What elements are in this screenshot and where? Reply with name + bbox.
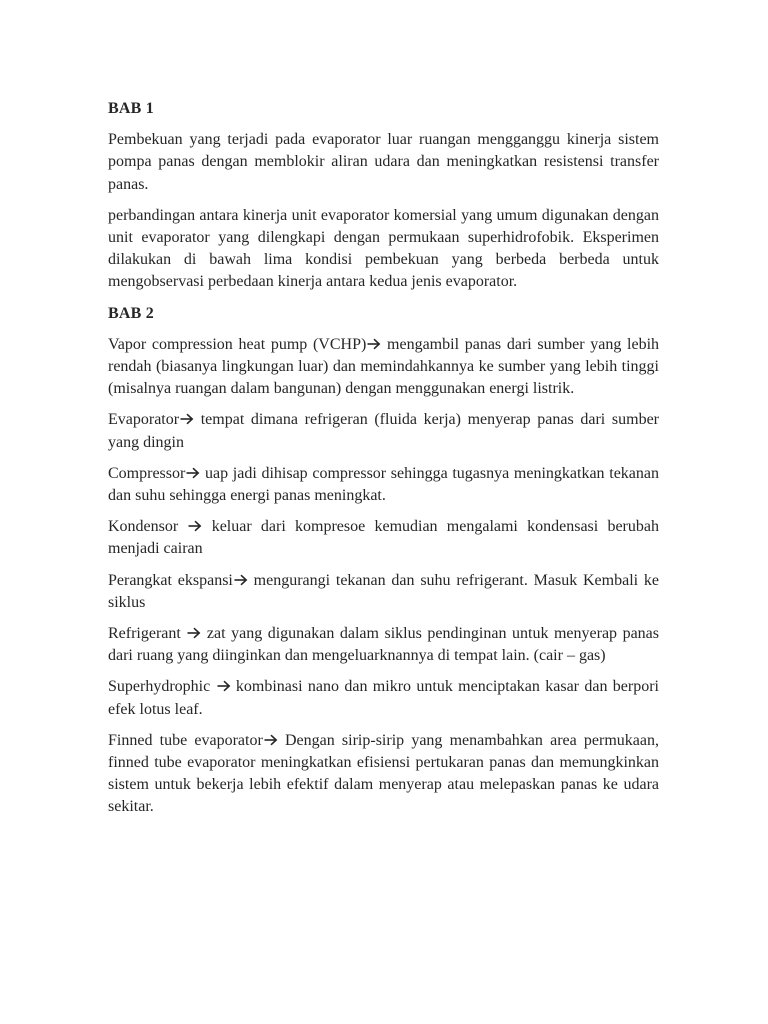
definition-finned-tube-evaporator xyxy=(108,730,659,819)
definition-term: Compressor xyxy=(108,464,186,482)
definition-text: uap jadi dihisap compressor sehingga tugasnya meningkatkan tekanan dan suhu sehingga energi panas meningkat. xyxy=(108,464,659,505)
right-arrow-icon xyxy=(187,627,201,639)
document-page xyxy=(108,98,659,828)
right-arrow-icon xyxy=(264,734,278,746)
definition-text: Dengan sirip-sirip yang menambahkan area permukaan, finned tube evaporator meningkatkan efisiensi pertukaran panas dan memungkinkan sistem untuk bekerja lebih efektif dalam menyerap atau melepaskan panas ke udara sekitar. xyxy=(108,731,659,816)
right-arrow-icon xyxy=(188,520,202,532)
definition-text: mengambil panas dari sumber yang lebih rendah (biasanya lingkungan luar) dan memindahkannya ke sumber yang lebih tinggi (misalnya ruangan dalam bangunan) dengan menggunakan energi listrik. xyxy=(108,335,660,398)
definition-term: Perangkat ekspansi xyxy=(108,571,233,589)
right-arrow-icon xyxy=(367,338,381,350)
definition-refrigerant xyxy=(108,623,659,667)
definition-term: Vapor compression heat pump (VCHP) xyxy=(108,335,367,353)
definition-text: keluar dari kompresoe kemudian mengalami kondensasi berubah menjadi cairan xyxy=(108,518,659,558)
definition-text: zat yang digunakan dalam siklus pendinginan untuk menyerap panas dari ruang yang diinginkan dan mengeluarknannya di tempat lain. (cair – gas) xyxy=(108,625,659,665)
definition-term: Refrigerant xyxy=(108,625,187,643)
right-arrow-icon xyxy=(186,467,200,479)
definition-superhydrophic xyxy=(108,676,659,720)
right-arrow-icon xyxy=(217,680,231,692)
paragraph-bab1-intro: Pembekuan yang terjadi pada evaporator luar ruangan mengganggu kinerja sistem pompa panas dengan memblokir aliran udara dan meningkatkan resistensi transfer panas. xyxy=(108,131,659,193)
definition-text: mengurangi tekanan dan suhu refrigerant. Masuk Kembali ke siklus xyxy=(108,571,659,611)
definition-term: Kondensor xyxy=(108,518,188,536)
definition-evaporator xyxy=(108,409,659,453)
definition-perangkat-ekspansi xyxy=(108,570,659,614)
section-heading-bab-2: BAB 2 xyxy=(108,304,154,322)
definition-compressor xyxy=(108,463,659,507)
definition-vchp xyxy=(108,334,659,401)
section-heading-bab-1: BAB 1 xyxy=(108,100,154,117)
definition-term: Evaporator xyxy=(108,411,180,429)
definition-term: Finned tube evaporator xyxy=(108,731,263,749)
definition-text: tempat dimana refrigeran (fluida kerja) menyerap panas dari sumber yang dingin xyxy=(108,411,659,451)
definition-term: Superhydrophic xyxy=(108,678,216,696)
paragraph-bab1-comparison: perbandingan antara kinerja unit evaporator komersial yang umum digunakan dengan unit evaporator yang dilengkapi dengan permukaan superhidrofobik. Eksperimen dilakukan di bawah lima kondisi pembekuan yang berbeda berbeda untuk mengobservasi perbedaan kinerja antara kedua jenis evaporator. xyxy=(108,206,659,291)
definition-kondensor xyxy=(108,516,659,560)
right-arrow-icon xyxy=(180,413,194,425)
definition-text: kombinasi nano dan mikro untuk menciptakan kasar dan berpori efek lotus leaf. xyxy=(108,678,660,718)
right-arrow-icon xyxy=(234,574,248,586)
